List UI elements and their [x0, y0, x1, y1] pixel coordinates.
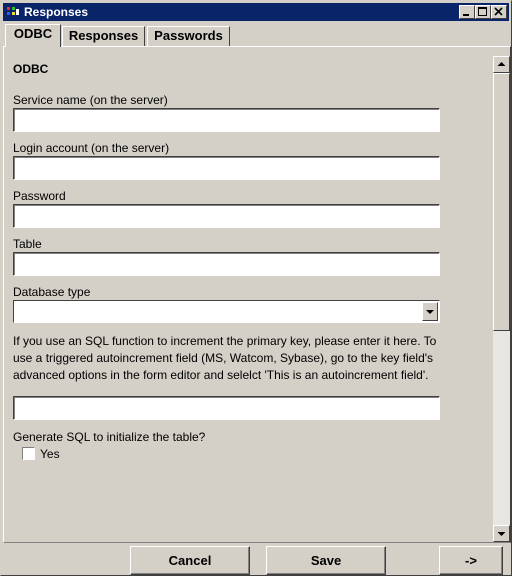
cancel-button[interactable]: Cancel: [130, 546, 250, 575]
close-button[interactable]: [491, 5, 507, 19]
generate-sql-label: Generate SQL to initialize the table?: [13, 430, 206, 444]
section-title: ODBC: [13, 62, 49, 76]
database-type-select[interactable]: [13, 300, 440, 323]
sql-function-help: If you use an SQL function to increment the primary key, please enter it here. To use a triggered autoincrement field (MS, Watcom, Sybase), go to the key field's advanced options in the form editor and selelct 'This is an autoincrement field'.: [13, 334, 437, 382]
close-icon: [492, 6, 506, 18]
scroll-up-button[interactable]: [493, 56, 510, 73]
service-name-input[interactable]: [13, 108, 440, 132]
login-account-input[interactable]: [13, 156, 440, 180]
arrow-up-icon: [494, 57, 509, 72]
minimize-button[interactable]: [459, 5, 475, 19]
dropdown-button[interactable]: [422, 302, 438, 321]
login-account-label: Login account (on the server): [13, 141, 170, 155]
window-title: Responses: [24, 5, 89, 19]
password-label: Password: [13, 189, 66, 203]
tab-passwords[interactable]: Passwords: [147, 26, 230, 46]
sql-function-input[interactable]: [13, 396, 440, 420]
table-input[interactable]: [13, 252, 440, 276]
minimize-icon: [460, 6, 474, 18]
generate-sql-checkbox-label[interactable]: Yes: [40, 447, 60, 461]
arrow-down-icon: [494, 526, 509, 541]
maximize-icon: [476, 6, 490, 18]
save-button[interactable]: Save: [266, 546, 386, 575]
password-input[interactable]: [13, 204, 440, 228]
service-name-label: Service name (on the server): [13, 93, 168, 107]
vertical-scrollbar[interactable]: [493, 56, 510, 542]
scroll-down-button[interactable]: [493, 525, 510, 542]
table-label: Table: [13, 237, 42, 251]
maximize-button[interactable]: [475, 5, 491, 19]
generate-sql-checkbox[interactable]: [22, 447, 35, 460]
tab-odbc[interactable]: ODBC: [5, 24, 61, 47]
chevron-down-icon: [423, 303, 437, 320]
next-button[interactable]: ->: [439, 546, 503, 575]
scroll-thumb[interactable]: [493, 73, 510, 331]
app-icon: [6, 5, 20, 19]
title-bar[interactable]: [3, 3, 509, 21]
tab-responses[interactable]: Responses: [62, 26, 145, 46]
database-type-label: Database type: [13, 285, 91, 299]
